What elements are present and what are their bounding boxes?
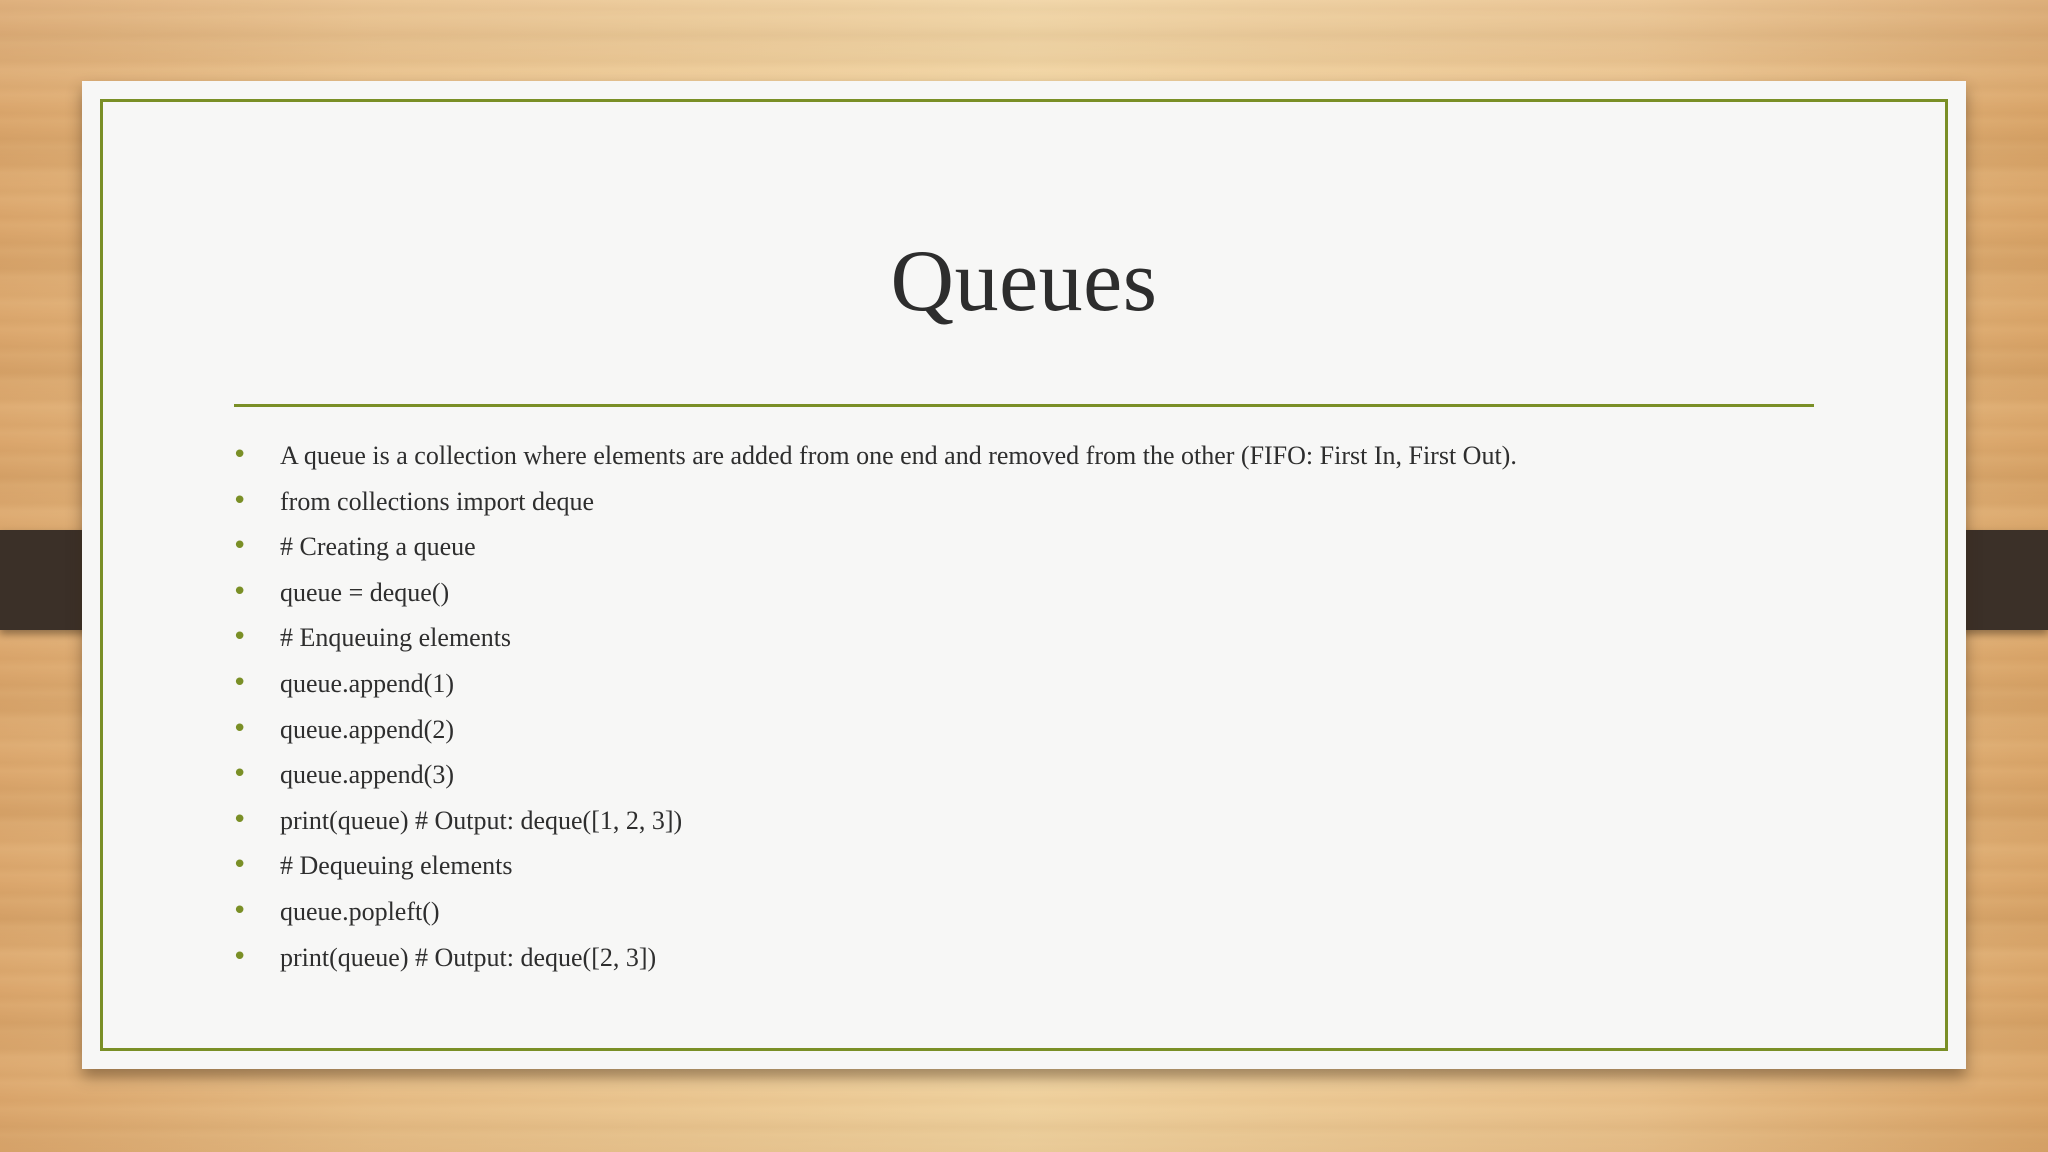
list-item [232, 798, 1517, 844]
bullet-dot-icon: • [232, 895, 248, 926]
bullet-text: A queue is a collection where elements are added from one end and removed from the other (FIFO: First In, First Out). [280, 441, 1517, 470]
list-item [232, 615, 1517, 661]
bullet-text: print(queue) # Output: deque([1, 2, 3]) [280, 805, 683, 835]
list-item [232, 524, 1517, 570]
bullet-dot-icon: • [232, 850, 248, 881]
bullet-list [232, 433, 1517, 980]
list-item [232, 479, 1517, 525]
list-item [232, 752, 1517, 798]
list-item [232, 843, 1517, 889]
list-item [232, 707, 1517, 753]
bullet-text: # Enqueuing elements [280, 623, 512, 653]
bullet-text: # Dequeuing elements [280, 851, 513, 881]
bullet-dot-icon: • [232, 440, 248, 470]
bullet-dot-icon: • [232, 531, 248, 562]
bullet-text: # Creating a queue [280, 532, 476, 562]
bullet-text: print(queue) # Output: deque([2, 3]) [280, 942, 657, 972]
bullet-dot-icon: • [232, 667, 248, 698]
bullet-dot-icon: • [232, 804, 248, 835]
list-item [232, 889, 1517, 935]
slide-title: Queues [890, 233, 1158, 330]
bullet-dot-icon: • [232, 759, 248, 790]
list-item [232, 570, 1517, 616]
bullet-dot-icon: • [232, 485, 248, 516]
list-item [232, 935, 1517, 981]
bullet-dot-icon: • [232, 576, 248, 607]
bullet-text: queue.append(2) [280, 714, 454, 744]
title-divider [234, 404, 1814, 407]
list-item [232, 433, 1517, 479]
bullet-text: queue = deque() [280, 577, 450, 607]
bullet-dot-icon: • [232, 622, 248, 653]
bullet-text: queue.popleft() [280, 896, 440, 926]
bullet-dot-icon: • [232, 713, 248, 744]
bullet-dot-icon: • [232, 941, 248, 972]
bullet-text: from collections import deque [280, 486, 595, 516]
bullet-text: queue.append(1) [280, 668, 454, 698]
slide-card [82, 81, 1966, 1069]
bullet-text: queue.append(3) [280, 760, 454, 790]
list-item [232, 661, 1517, 707]
